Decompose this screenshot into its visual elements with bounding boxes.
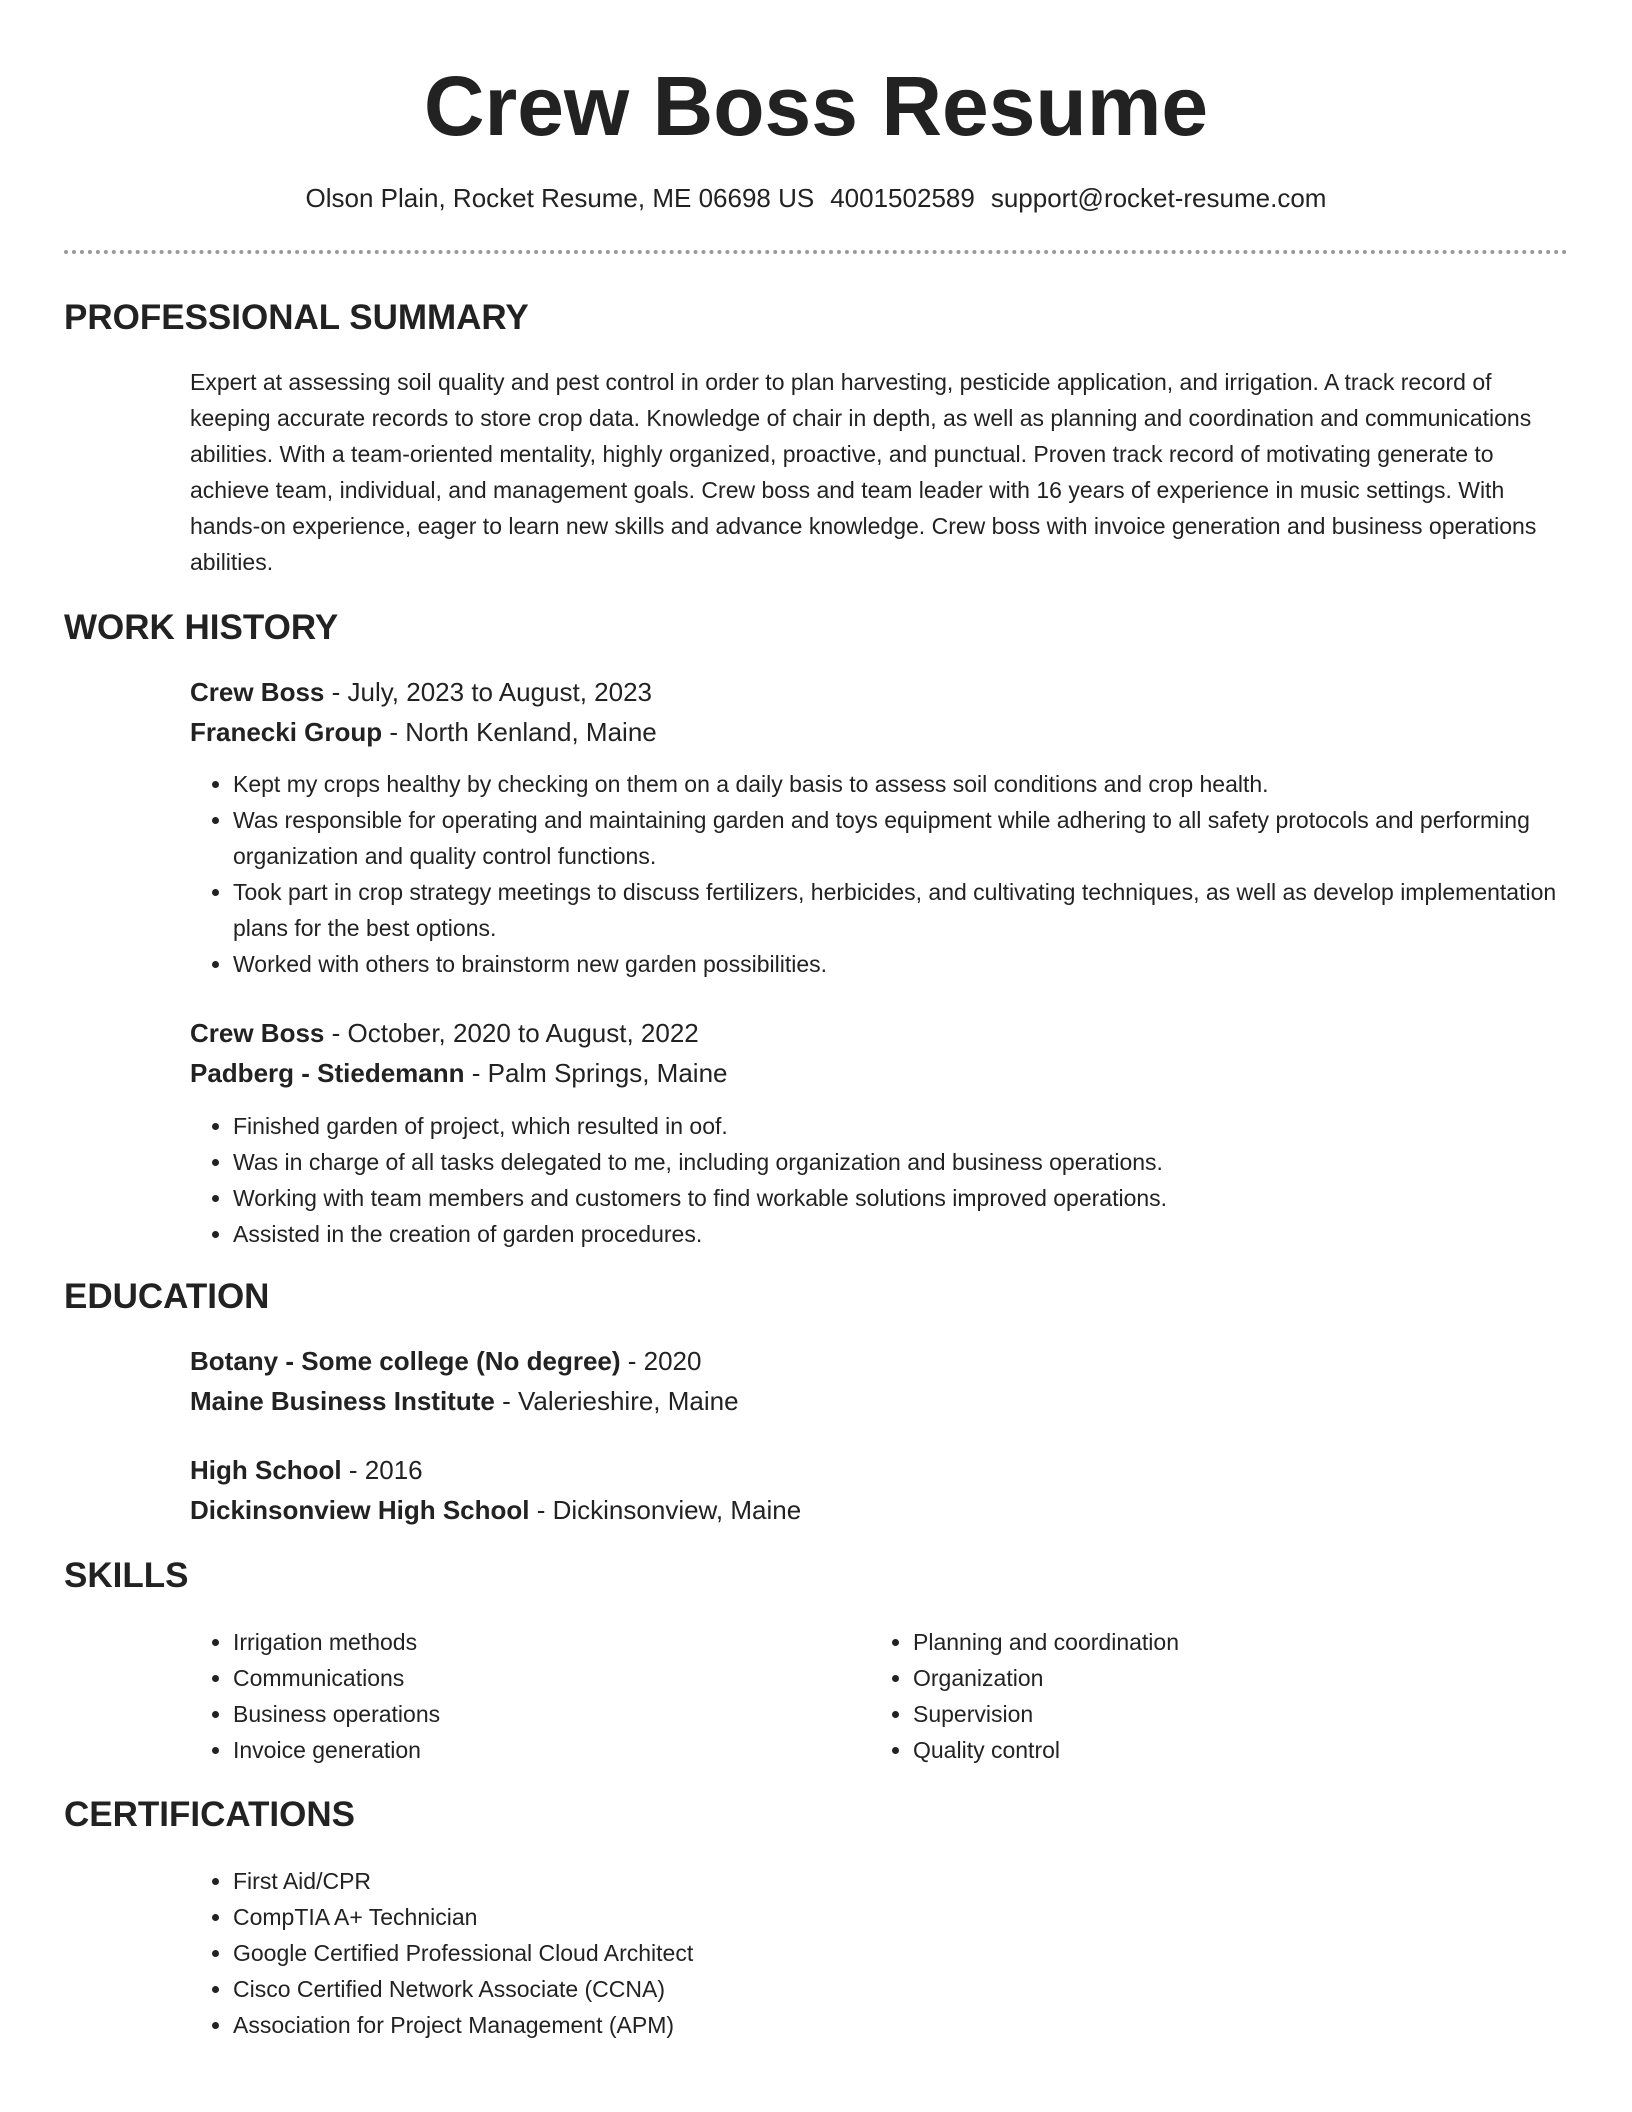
- certification-item: • Google Certified Professional Cloud Architect: [233, 1935, 1568, 1971]
- skill-item: • Business operations: [233, 1696, 870, 1732]
- job-location: - Palm Springs, Maine: [464, 1058, 728, 1088]
- summary-section: [190, 364, 1568, 580]
- job-bullet: • Kept my crops healthy by checking on them on a daily basis to assess soil conditions and crop health.: [233, 766, 1568, 802]
- job-title-line: [190, 1013, 1568, 1053]
- education-year: - 2016: [341, 1455, 423, 1485]
- header-divider: [64, 250, 1568, 254]
- summary-text: Expert at assessing soil quality and pest control in order to plan harvesting, pesticide application, and irrigation. A track record of keeping accurate records to store crop data. Knowledge of chair in depth, as well as planning and coordination and communications abilities. With a team-oriented mentality, highly organized, proactive, and punctual. Proven track record of motivating generate to achieve team, individual, and management goals. Crew boss and team leader with 16 years of experience in music settings. With hands-on experience, eager to learn new skills and advance knowledge. Crew boss with invoice generation and business operations abilities.: [190, 369, 1537, 575]
- resume-title: Crew Boss Resume: [423, 59, 1209, 153]
- skill-item: • Planning and coordination: [913, 1624, 1550, 1660]
- education-degree: High School: [190, 1455, 342, 1485]
- job-dates: - October, 2020 to August, 2022: [324, 1018, 699, 1048]
- skills-grid: [190, 1624, 1568, 1768]
- certifications-heading: CERTIFICATIONS: [64, 1795, 356, 1834]
- job-title-line: [190, 672, 1568, 712]
- certifications-list: [190, 1863, 1568, 2043]
- job-bullets: [190, 1108, 1568, 1252]
- education-school: Maine Business Institute: [190, 1386, 495, 1416]
- certification-item: • Cisco Certified Network Associate (CCNA): [233, 1971, 1568, 2007]
- education-degree-line: [190, 1450, 1568, 1490]
- job-company-line: [190, 1053, 1568, 1093]
- job-bullet: • Worked with others to brainstorm new garden possibilities.: [233, 946, 1568, 982]
- education-school-line: [190, 1381, 1568, 1421]
- certification-item: • Association for Project Management (APM): [233, 2007, 1568, 2043]
- education-location: - Dickinsonview, Maine: [529, 1495, 802, 1525]
- skill-item: • Organization: [913, 1660, 1550, 1696]
- contact-info: [0, 181, 1632, 215]
- job-company: Padberg - Stiedemann: [190, 1058, 465, 1088]
- contact-address: Olson Plain, Rocket Resume, ME 06698 US: [305, 183, 815, 213]
- job-company: Franecki Group: [190, 717, 383, 747]
- skills-column-right: [870, 1624, 1550, 1768]
- job-bullet: • Took part in crop strategy meetings to discuss fertilizers, herbicides, and cultivating techniques, as well as develop implementation plans for the best options.: [233, 874, 1568, 946]
- education-location: - Valerieshire, Maine: [494, 1386, 739, 1416]
- job-location: - North Kenland, Maine: [382, 717, 657, 747]
- education-entry: [190, 1450, 1568, 1530]
- job-bullet: • Finished garden of project, which resulted in oof.: [233, 1108, 1568, 1144]
- education-entry: [190, 1341, 1568, 1421]
- job-bullets: [190, 766, 1568, 982]
- job-title: Crew Boss: [190, 677, 325, 707]
- skill-item: • Irrigation methods: [233, 1624, 870, 1660]
- job-dates: - July, 2023 to August, 2023: [324, 677, 653, 707]
- skills-heading: SKILLS: [64, 1556, 189, 1595]
- education-degree-line: [190, 1341, 1568, 1381]
- education-school: Dickinsonview High School: [190, 1495, 530, 1525]
- skill-item: • Invoice generation: [233, 1732, 870, 1768]
- education-degree: Botany - Some college (No degree): [190, 1346, 621, 1376]
- job-title: Crew Boss: [190, 1018, 325, 1048]
- job-bullet: • Working with team members and customers to find workable solutions improved operations.: [233, 1180, 1568, 1216]
- contact-phone: 4001502589: [830, 183, 975, 213]
- education-year: - 2020: [620, 1346, 702, 1376]
- job-bullet: • Was responsible for operating and maintaining garden and toys equipment while adhering to all safety protocols and performing organization and quality control functions.: [233, 802, 1568, 874]
- job-entry: [190, 672, 1568, 752]
- education-heading: EDUCATION: [64, 1277, 270, 1316]
- job-company-line: [190, 712, 1568, 752]
- skill-item: • Communications: [233, 1660, 870, 1696]
- certification-item: • First Aid/CPR: [233, 1863, 1568, 1899]
- skill-item: • Supervision: [913, 1696, 1550, 1732]
- work-history-heading: WORK HISTORY: [64, 608, 339, 647]
- skills-column-left: [190, 1624, 870, 1768]
- skill-item: • Quality control: [913, 1732, 1550, 1768]
- job-bullet-list: [190, 766, 1568, 982]
- job-entry: [190, 1013, 1568, 1093]
- certifications-section: [190, 1863, 1568, 2043]
- contact-email: support@rocket-resume.com: [990, 183, 1327, 213]
- job-bullet-list: [190, 1108, 1568, 1252]
- certification-item: • CompTIA A+ Technician: [233, 1899, 1568, 1935]
- job-bullet: • Assisted in the creation of garden procedures.: [233, 1216, 1568, 1252]
- summary-heading: PROFESSIONAL SUMMARY: [64, 298, 529, 337]
- job-bullet: • Was in charge of all tasks delegated to me, including organization and business operations.: [233, 1144, 1568, 1180]
- education-school-line: [190, 1490, 1568, 1530]
- skills-section: [190, 1624, 1568, 1768]
